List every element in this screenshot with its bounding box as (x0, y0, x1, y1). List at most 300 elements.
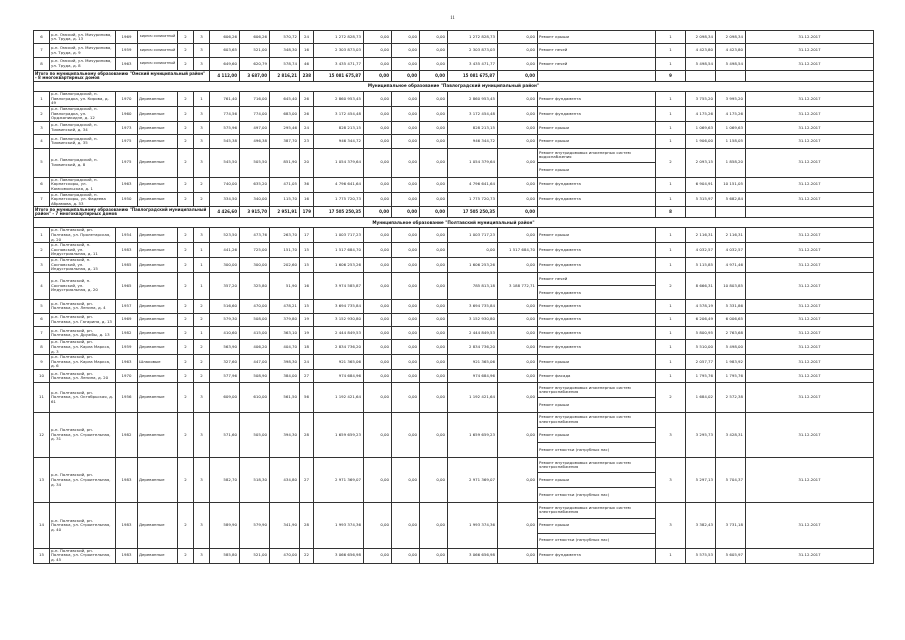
fund-support-cell: 0,00 (364, 192, 392, 207)
budget-region-cell: 0,00 (392, 57, 420, 70)
residential-area-cell: 434,80 (270, 458, 300, 503)
fund-support-cell: 0,00 (364, 458, 392, 503)
total-cell: 179 (300, 207, 314, 218)
work-type: Ремонт фундамента (539, 316, 581, 322)
work-count-cell: 1 (656, 340, 686, 355)
work-type: Ремонт фундамента (539, 196, 581, 202)
total-cell: 0,00 (498, 71, 538, 82)
fund-support-cell: 0,00 (364, 31, 392, 44)
address-cell: р-н. Полтавский, рп. Полтавка, ул. Строительная, д. 31 (50, 412, 116, 457)
row-number-cell: 8 (34, 340, 50, 355)
address-cell: р-н. Полтавский, рп. Полтавка, ул. Ленина, д. 4 (50, 300, 116, 313)
owners-funds-cell: 1 192 421,64 (448, 383, 498, 412)
completion-date-cell: 31.12.2017 (746, 340, 874, 355)
living-area-cell: 447,00 (240, 355, 270, 370)
table-row (34, 326, 874, 339)
residential-area-cell: 404,70 (270, 340, 300, 355)
max-unit-cost-cell: 5 605,97 (716, 548, 746, 563)
year-built-cell: 1956 (116, 383, 138, 412)
living-area-cell: 505,00 (240, 412, 270, 457)
total-cost-cell: 3 152 930,80 (314, 313, 364, 326)
work-count-cell: 1 (656, 243, 686, 258)
row-number-cell: 1 (34, 92, 50, 107)
residents-cell: 19 (300, 326, 314, 339)
work-type: Ремонт фасада (539, 372, 571, 378)
unit-cost-cell: 4 423,80 (686, 44, 716, 57)
total-cost-cell: 1 517 684,70 (314, 243, 364, 258)
table-row (34, 148, 874, 177)
completion-date-cell: 31.12.2017 (746, 503, 874, 548)
wall-material-cell: кирпич силикатный (138, 31, 178, 44)
other-funds-cell: 0,00 (498, 92, 538, 107)
budget-local-cell: 0,00 (420, 121, 448, 134)
budget-local-cell: 0,00 (420, 383, 448, 412)
wall-material-cell: Деревянные (138, 135, 178, 148)
owners-funds-cell: 921 365,06 (448, 355, 498, 370)
fund-support-cell: 0,00 (364, 177, 392, 192)
total-cell (686, 71, 716, 82)
budget-local-cell: 0,00 (420, 340, 448, 355)
wall-material-cell: Деревянные (138, 177, 178, 192)
total-label: Итого по муниципальному образованию "Омский муниципальный район" - 8 многоквартирных домов (34, 71, 210, 82)
floors-cell: 2 (178, 340, 194, 355)
total-cost-cell: 1 606 253,26 (314, 258, 364, 273)
owners-funds-cell: 4 796 641,64 (448, 177, 498, 192)
completion-date-cell: 31.12.2017 (746, 300, 874, 313)
living-area-cell: 505,50 (240, 148, 270, 177)
total-cell (686, 207, 716, 218)
unit-cost-cell: 5 498,54 (686, 57, 716, 70)
work-types-cell (538, 503, 656, 548)
budget-local-cell: 0,00 (420, 31, 448, 44)
other-funds-cell: 0,00 (498, 300, 538, 313)
row-number-cell: 1 (34, 228, 50, 243)
year-built-cell: 1959 (116, 340, 138, 355)
unit-cost-cell: 1 069,63 (686, 121, 716, 134)
residential-area-cell: 578,74 (270, 57, 300, 70)
work-type: Ремонт печей (538, 273, 655, 287)
entrances-cell: 3 (194, 106, 210, 121)
address-cell: р-н. Полтавский, рп. Полтавка, ул. Октябрьская, д. 61 (50, 383, 116, 412)
wall-material-cell: Деревянные (138, 92, 178, 107)
living-area-cell: 606,26 (240, 31, 270, 44)
work-type: Ремонт фундамента (539, 95, 581, 101)
table-row (34, 355, 874, 370)
row-number-cell: 8 (34, 57, 50, 70)
work-types-cell (538, 355, 656, 370)
total-area-cell: 410,60 (210, 326, 240, 339)
max-unit-cost-cell: 2 572,38 (716, 383, 746, 412)
budget-local-cell: 0,00 (420, 106, 448, 121)
municipality-total-row (34, 71, 874, 82)
total-cost-cell: 3 694 735,84 (314, 300, 364, 313)
work-type: Ремонт крыши (539, 401, 570, 407)
budget-region-cell: 0,00 (392, 326, 420, 339)
residents-cell: 27 (300, 369, 314, 382)
municipality-header-row (34, 218, 874, 228)
row-number-cell: 6 (34, 313, 50, 326)
floors-cell: 2 (178, 228, 194, 243)
other-funds-cell: 3 188 772,71 (498, 272, 538, 299)
address-cell: р-н. Полтавский, рп. Полтавка, ул. Строительная, д. 45 (50, 548, 116, 563)
total-cost-cell: 1 003 717,23 (314, 228, 364, 243)
floors-cell: 2 (178, 326, 194, 339)
work-count-cell: 1 (656, 228, 686, 243)
table-row (34, 135, 874, 148)
residential-area-cell: 363,10 (270, 326, 300, 339)
table-row (34, 177, 874, 192)
other-funds-cell: 0,00 (498, 135, 538, 148)
address-cell: р-н. Павлоградский, п. Тихвинский, д. 34 (50, 121, 116, 134)
year-built-cell: 1957 (116, 300, 138, 313)
table-row (34, 106, 874, 121)
living-area-cell: 496,38 (240, 135, 270, 148)
work-type: Ремонт внутридомовых инженерных систем водоснабжения (538, 149, 655, 164)
fund-support-cell: 0,00 (364, 272, 392, 299)
work-type: Ремонт крыши (539, 358, 570, 364)
year-built-cell: 1963 (116, 57, 138, 70)
total-cell (746, 71, 874, 82)
address-cell: р-н. Полтавский, п. Сосновский, ул. Индустриальная, д. 15 (50, 258, 116, 273)
other-funds-cell: 0,00 (498, 228, 538, 243)
row-number-cell: 7 (34, 326, 50, 339)
row-number-cell: 13 (34, 458, 50, 503)
unit-cost-cell: 4 032,57 (686, 243, 716, 258)
address-cell: р-н. Павлоградский, п. Карпатскоры, ул. Комсомольская, д. 1 (50, 177, 116, 192)
residents-cell: 20 (300, 148, 314, 177)
wall-material-cell: Шлаковые (138, 355, 178, 370)
other-funds-cell: 0,00 (498, 340, 538, 355)
total-cell: 2 816,21 (270, 71, 300, 82)
other-funds-cell: 0,00 (498, 177, 538, 192)
residents-cell: 16 (300, 44, 314, 57)
row-number-cell: 2 (34, 106, 50, 121)
work-types-cell (538, 258, 656, 273)
max-unit-cost-cell: 1 858,20 (716, 148, 746, 177)
floors-cell: 2 (178, 44, 194, 57)
year-built-cell: 1963 (116, 355, 138, 370)
budget-local-cell: 0,00 (420, 192, 448, 207)
table-row (34, 44, 874, 57)
work-count-cell: 3 (656, 458, 686, 503)
total-area-cell: 327,60 (210, 355, 240, 370)
work-count-cell: 1 (656, 355, 686, 370)
unit-cost-cell: 2 093,15 (686, 148, 716, 177)
budget-local-cell: 0,00 (420, 412, 448, 457)
apartment-buildings-table (33, 30, 874, 564)
total-area-cell: 571,60 (210, 412, 240, 457)
work-type: Ремонт отмостки (натрубных нас) (539, 446, 610, 452)
table-row (34, 258, 874, 273)
floors-cell: 2 (178, 177, 194, 192)
residents-cell: 46 (300, 57, 314, 70)
budget-local-cell: 0,00 (420, 135, 448, 148)
residents-cell: 26 (300, 106, 314, 121)
total-cell: 2 951,91 (270, 207, 300, 218)
work-type: Ремонт фундамента (539, 552, 581, 558)
budget-local-cell: 0,00 (420, 300, 448, 313)
work-types-cell (538, 548, 656, 563)
max-unit-cost-cell: 1 158,05 (716, 135, 746, 148)
wall-material-cell: Деревянные (138, 300, 178, 313)
living-area-cell: 716,00 (240, 92, 270, 107)
fund-support-cell: 0,00 (364, 258, 392, 273)
budget-local-cell: 0,00 (420, 548, 448, 563)
floors-cell: 2 (178, 148, 194, 177)
total-cost-cell: 1 659 659,23 (314, 412, 364, 457)
budget-region-cell: 0,00 (392, 340, 420, 355)
max-unit-cost-cell: 1 795,76 (716, 369, 746, 382)
work-count-cell: 1 (656, 177, 686, 192)
budget-local-cell: 0,00 (420, 177, 448, 192)
residential-area-cell: 202,60 (270, 258, 300, 273)
unit-cost-cell: 1 906,00 (686, 135, 716, 148)
budget-local-cell: 0,00 (420, 272, 448, 299)
fund-support-cell: 0,00 (364, 503, 392, 548)
residential-area-cell: 470,00 (270, 548, 300, 563)
living-area-cell: 300,00 (240, 258, 270, 273)
residents-cell: 23 (300, 135, 314, 148)
living-area-cell: 470,00 (240, 300, 270, 313)
total-cell: 0,00 (364, 71, 392, 82)
entrances-cell: 2 (194, 369, 210, 382)
work-type: Ремонт крыши (539, 232, 570, 238)
owners-funds-cell: 785 813,18 (448, 272, 498, 299)
year-built-cell: 1970 (116, 369, 138, 382)
unit-cost-cell: 5 297,13 (686, 458, 716, 503)
total-area-cell: 357,20 (210, 272, 240, 299)
living-area-cell: 579,90 (240, 503, 270, 548)
floors-cell: 2 (178, 258, 194, 273)
total-cost-cell: 3 974 585,87 (314, 272, 364, 299)
total-cost-cell: 946 344,72 (314, 135, 364, 148)
budget-region-cell: 0,00 (392, 412, 420, 457)
budget-local-cell: 0,00 (420, 44, 448, 57)
work-count-cell: 2 (656, 383, 686, 412)
residents-cell: 22 (300, 548, 314, 563)
work-types-cell (538, 243, 656, 258)
entrances-cell: 3 (194, 57, 210, 70)
address-cell: р-н. Полтавский, рп. Полтавка, ул. Карла Маркса, д. 3 (50, 340, 116, 355)
row-number-cell: 12 (34, 412, 50, 457)
residential-area-cell: 51,90 (270, 272, 300, 299)
budget-region-cell: 0,00 (392, 31, 420, 44)
entrances-cell: 1 (194, 92, 210, 107)
max-unit-cost-cell: 3 428,31 (716, 412, 746, 457)
row-number-cell: 5 (34, 148, 50, 177)
max-unit-cost-cell: 2 763,68 (716, 326, 746, 339)
unit-cost-cell: 3 295,73 (686, 412, 716, 457)
table-row (34, 57, 874, 70)
max-unit-cost-cell: 5 682,84 (716, 192, 746, 207)
budget-region-cell: 0,00 (392, 503, 420, 548)
work-count-cell: 1 (656, 92, 686, 107)
residential-area-cell: 683,00 (270, 106, 300, 121)
work-type: Ремонт крыши (538, 473, 655, 488)
entrances-cell: 3 (194, 31, 210, 44)
table-row (34, 243, 874, 258)
table-row (34, 369, 874, 382)
total-area-cell: 523,50 (210, 228, 240, 243)
floors-cell: 2 (178, 300, 194, 313)
owners-funds-cell: 1 659 659,23 (448, 412, 498, 457)
row-number-cell: 4 (34, 272, 50, 299)
residents-cell: 17 (300, 228, 314, 243)
wall-material-cell: Деревянные (138, 106, 178, 121)
fund-support-cell: 0,00 (364, 135, 392, 148)
residential-area-cell: 348,30 (270, 44, 300, 57)
address-cell: р-н. Павлоградский, п. Тихвинский, д. 8 (50, 148, 116, 177)
completion-date-cell: 31.12.2017 (746, 258, 874, 273)
entrances-cell: 1 (194, 243, 210, 258)
floors-cell: 2 (178, 369, 194, 382)
unit-cost-cell: 5 800,95 (686, 326, 716, 339)
floors-cell: 2 (178, 548, 194, 563)
work-type: Ремонт фундамента (539, 261, 581, 267)
budget-local-cell: 0,00 (420, 92, 448, 107)
work-types-cell (538, 228, 656, 243)
year-built-cell: 1963 (116, 177, 138, 192)
unit-cost-cell: 5 510,00 (686, 340, 716, 355)
budget-local-cell: 0,00 (420, 326, 448, 339)
budget-region-cell: 0,00 (392, 369, 420, 382)
max-unit-cost-cell: 1 983,92 (716, 355, 746, 370)
work-types-cell (538, 192, 656, 207)
year-built-cell: 1985 (116, 258, 138, 273)
work-count-cell: 1 (656, 106, 686, 121)
wall-material-cell: Деревянные (138, 503, 178, 548)
work-count-cell: 1 (656, 548, 686, 563)
work-count-cell: 1 (656, 258, 686, 273)
wall-material-cell: Деревянные (138, 369, 178, 382)
wall-material-cell: Деревянные (138, 313, 178, 326)
work-type: Ремонт фундамента (539, 181, 581, 187)
residents-cell: 16 (300, 192, 314, 207)
total-cost-cell: 1 192 421,64 (314, 383, 364, 412)
year-built-cell: 1970 (116, 92, 138, 107)
total-cell: 8 (656, 207, 686, 218)
max-unit-cost-cell: 3 731,18 (716, 503, 746, 548)
wall-material-cell: Деревянные (138, 148, 178, 177)
capital-repair-register-sheet (33, 30, 873, 564)
budget-region-cell: 0,00 (392, 121, 420, 134)
fund-support-cell: 0,00 (364, 326, 392, 339)
total-cost-cell: 2 860 953,45 (314, 92, 364, 107)
address-cell: р-н. Полтавский, рп. Полтавка, ул. Ленина, д. 20 (50, 369, 116, 382)
residents-cell: 27 (300, 458, 314, 503)
total-cell: 4 112,00 (210, 71, 240, 82)
completion-date-cell: 31.12.2017 (746, 369, 874, 382)
total-area-cell: 603,65 (210, 44, 240, 57)
budget-local-cell: 0,00 (420, 503, 448, 548)
residents-cell: 18 (300, 340, 314, 355)
completion-date-cell: 31.12.2017 (746, 313, 874, 326)
completion-date-cell: 31.12.2017 (746, 228, 874, 243)
work-types-cell (538, 272, 656, 299)
address-cell: р-н. Павлоградский, п. Павлоградка, ул. Кирова, д. 49 (50, 92, 116, 107)
row-number-cell: 6 (34, 177, 50, 192)
address-cell: р-н. Полтавский, п. Сосновский, ул. Индустриальная, д. 20 (50, 272, 116, 299)
fund-support-cell: 0,00 (364, 340, 392, 355)
living-area-cell: 406,20 (240, 340, 270, 355)
completion-date-cell: 31.12.2017 (746, 31, 874, 44)
total-area-cell: 774,56 (210, 106, 240, 121)
total-cost-cell: 3 172 454,48 (314, 106, 364, 121)
row-number-cell: 10 (34, 369, 50, 382)
total-cost-cell: 2 303 873,03 (314, 44, 364, 57)
completion-date-cell: 31.12.2017 (746, 92, 874, 107)
residents-cell: 19 (300, 313, 314, 326)
entrances-cell: 2 (194, 340, 210, 355)
owners-funds-cell: 946 344,72 (448, 135, 498, 148)
residential-area-cell: 115,70 (270, 192, 300, 207)
owners-funds-cell: 828 213,15 (448, 121, 498, 134)
unit-cost-cell: 1 684,02 (686, 383, 716, 412)
total-area-cell: 516,60 (210, 300, 240, 313)
living-area-cell: 635,20 (240, 177, 270, 192)
budget-region-cell: 0,00 (392, 243, 420, 258)
address-cell: р-н. Полтавский, рп. Полтавка, ул. Пролетарская, д. 20 (50, 228, 116, 243)
work-type: Ремонт крыши (539, 138, 570, 144)
total-cost-cell: 828 213,15 (314, 121, 364, 134)
total-cell: 17 505 250,35 (448, 207, 498, 218)
fund-support-cell: 0,00 (364, 355, 392, 370)
completion-date-cell: 31.12.2017 (746, 177, 874, 192)
budget-region-cell: 0,00 (392, 92, 420, 107)
table-row (34, 228, 874, 243)
floors-cell: 2 (178, 503, 194, 548)
municipality-title: Муниципальное образование "Павлоградский муниципальный район" (34, 82, 874, 92)
row-number-cell: 11 (34, 383, 50, 412)
floors-cell: 2 (178, 135, 194, 148)
completion-date-cell: 31.12.2017 (746, 121, 874, 134)
row-number-cell: 9 (34, 355, 50, 370)
fund-support-cell: 0,00 (364, 313, 392, 326)
budget-region-cell: 0,00 (392, 44, 420, 57)
completion-date-cell: 31.12.2017 (746, 272, 874, 299)
residential-area-cell: 471,05 (270, 177, 300, 192)
completion-date-cell: 31.12.2017 (746, 57, 874, 70)
year-built-cell: 1983 (116, 458, 138, 503)
residential-area-cell: 341,90 (270, 503, 300, 548)
work-types-cell (538, 412, 656, 457)
work-type: Ремонт крыши (538, 519, 655, 534)
floors-cell: 2 (178, 412, 194, 457)
row-number-cell: 3 (34, 258, 50, 273)
table-row (34, 383, 874, 412)
year-built-cell: 1969 (116, 31, 138, 44)
total-cell (746, 207, 874, 218)
address-cell: р-н. Полтавский, п. Сосновский, ул. Индустриальная, д. 11 (50, 243, 116, 258)
budget-region-cell: 0,00 (392, 548, 420, 563)
floors-cell: 2 (178, 121, 194, 134)
total-cell: 0,00 (420, 207, 448, 218)
other-funds-cell: 0,00 (498, 313, 538, 326)
entrances-cell: 1 (194, 326, 210, 339)
residential-area-cell: 263,70 (270, 228, 300, 243)
total-cost-cell: 1 272 828,73 (314, 31, 364, 44)
year-built-cell: 1973 (116, 121, 138, 134)
fund-support-cell: 0,00 (364, 121, 392, 134)
other-funds-cell: 0,00 (498, 412, 538, 457)
living-area-cell: 518,30 (240, 458, 270, 503)
address-cell: р-н. Павлоградский, п. Павлоградка, ул. Орджоникидзе, д. 12 (50, 106, 116, 121)
row-number-cell: 3 (34, 121, 50, 134)
living-area-cell: 497,00 (240, 121, 270, 134)
entrances-cell: 3 (194, 548, 210, 563)
entrances-cell: 3 (194, 412, 210, 457)
residential-area-cell: 645,40 (270, 92, 300, 107)
